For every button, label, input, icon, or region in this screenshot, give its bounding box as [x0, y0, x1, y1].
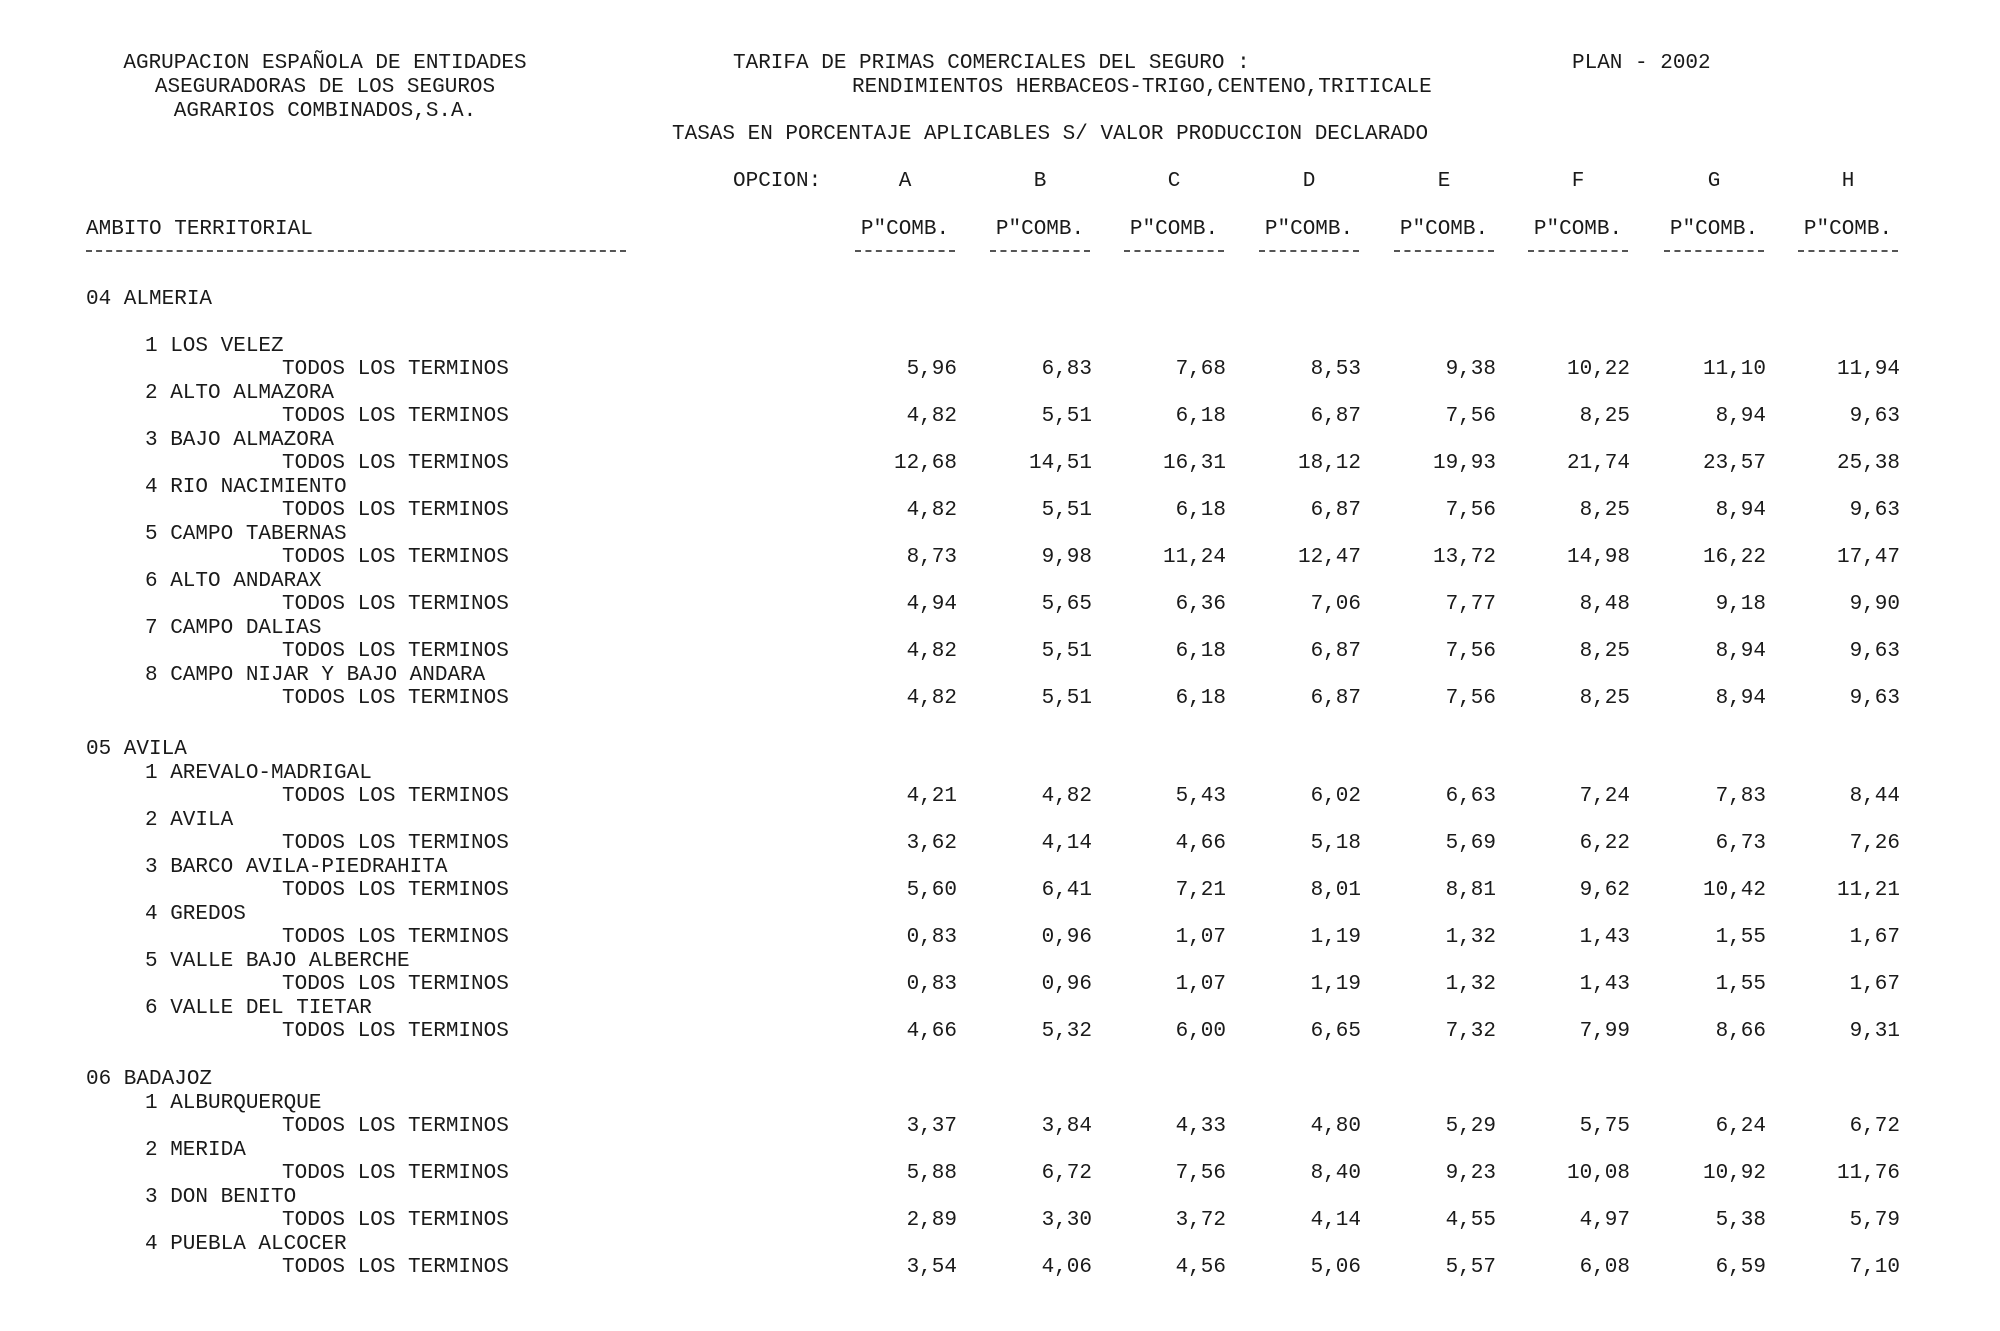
rate-value: 6,36: [1175, 593, 1226, 616]
rate-value: 3,37: [906, 1115, 957, 1138]
region-name: 3 DON BENITO: [145, 1186, 297, 1209]
option-header-h: H: [1841, 170, 1855, 193]
rate-value: 5,29: [1445, 1115, 1496, 1138]
term-label: TODOS LOS TERMINOS: [282, 1020, 509, 1043]
rate-value: 6,87: [1310, 687, 1361, 710]
rate-value: 11,76: [1836, 1162, 1900, 1185]
rate-value: 8,40: [1310, 1162, 1361, 1185]
rate-value: 1,32: [1445, 973, 1496, 996]
rate-value: 4,97: [1579, 1209, 1630, 1232]
rate-value: 6,41: [1041, 879, 1092, 902]
rate-value: 6,18: [1175, 640, 1226, 663]
rates-note: TASAS EN PORCENTAJE APLICABLES S/ VALOR PRODUCCION DECLARADO: [672, 123, 1429, 146]
rate-value: 5,06: [1310, 1256, 1361, 1279]
org-name-line-2: ASEGURADORAS DE LOS SEGUROS: [154, 76, 496, 99]
rate-value: 9,63: [1849, 499, 1900, 522]
region-name: 4 GREDOS: [145, 903, 246, 926]
rate-value: 9,98: [1041, 546, 1092, 569]
region-name: 2 AVILA: [145, 809, 234, 832]
rate-value: 8,25: [1579, 405, 1630, 428]
rate-value: 6,72: [1849, 1115, 1900, 1138]
term-label: TODOS LOS TERMINOS: [282, 879, 509, 902]
rate-value: 8,44: [1849, 785, 1900, 808]
rate-value: 7,56: [1445, 499, 1496, 522]
rate-value: 10,22: [1566, 358, 1630, 381]
rate-value: 9,18: [1715, 593, 1766, 616]
rate-value: 6,72: [1041, 1162, 1092, 1185]
document-title: TARIFA DE PRIMAS COMERCIALES DEL SEGURO :: [733, 52, 1250, 75]
rate-value: 7,56: [1445, 687, 1496, 710]
rate-value: 5,51: [1041, 687, 1092, 710]
rate-value: 5,32: [1041, 1020, 1092, 1043]
rate-value: 10,42: [1702, 879, 1766, 902]
rate-value: 9,63: [1849, 405, 1900, 428]
rate-value: 25,38: [1836, 452, 1900, 475]
rate-value: 2,89: [906, 1209, 957, 1232]
rate-value: 4,82: [906, 640, 957, 663]
region-name: 6 ALTO ANDARAX: [145, 570, 322, 593]
term-label: TODOS LOS TERMINOS: [282, 499, 509, 522]
rate-value: 6,87: [1310, 405, 1361, 428]
rate-value: 8,73: [906, 546, 957, 569]
rate-value: 7,77: [1445, 593, 1496, 616]
rate-value: 8,53: [1310, 358, 1361, 381]
rate-value: 7,21: [1175, 879, 1226, 902]
rate-value: 11,94: [1836, 358, 1900, 381]
term-label: TODOS LOS TERMINOS: [282, 358, 509, 381]
rate-value: 7,26: [1849, 832, 1900, 855]
term-label: TODOS LOS TERMINOS: [282, 546, 509, 569]
rate-value: 7,68: [1175, 358, 1226, 381]
term-label: TODOS LOS TERMINOS: [282, 973, 509, 996]
column-underline: [1124, 250, 1224, 252]
rate-value: 8,81: [1445, 879, 1496, 902]
rate-value: 5,69: [1445, 832, 1496, 855]
rate-value: 8,94: [1715, 499, 1766, 522]
rate-value: 9,23: [1445, 1162, 1496, 1185]
rate-value: 10,08: [1566, 1162, 1630, 1185]
rate-value: 1,19: [1310, 973, 1361, 996]
rate-value: 9,38: [1445, 358, 1496, 381]
rate-value: 8,01: [1310, 879, 1361, 902]
rate-value: 4,82: [1041, 785, 1092, 808]
rate-value: 8,25: [1579, 640, 1630, 663]
rate-value: 1,07: [1175, 973, 1226, 996]
rate-value: 8,66: [1715, 1020, 1766, 1043]
rate-value: 6,18: [1175, 405, 1226, 428]
rate-value: 12,68: [893, 452, 957, 475]
rate-value: 5,60: [906, 879, 957, 902]
pcomb-header: P"COMB.: [995, 218, 1085, 241]
rate-value: 1,43: [1579, 973, 1630, 996]
option-header-c: C: [1167, 170, 1181, 193]
term-label: TODOS LOS TERMINOS: [282, 687, 509, 710]
rate-value: 0,83: [906, 926, 957, 949]
pcomb-header: P"COMB.: [1129, 218, 1219, 241]
rate-value: 7,24: [1579, 785, 1630, 808]
region-name: 5 CAMPO TABERNAS: [145, 523, 347, 546]
rate-value: 5,38: [1715, 1209, 1766, 1232]
column-underline: [855, 250, 955, 252]
rate-value: 9,63: [1849, 687, 1900, 710]
rate-value: 6,00: [1175, 1020, 1226, 1043]
rate-value: 3,84: [1041, 1115, 1092, 1138]
column-underline: [1528, 250, 1628, 252]
rate-value: 17,47: [1836, 546, 1900, 569]
rate-value: 8,48: [1579, 593, 1630, 616]
term-label: TODOS LOS TERMINOS: [282, 1256, 509, 1279]
rate-value: 6,22: [1579, 832, 1630, 855]
rate-value: 0,96: [1041, 973, 1092, 996]
region-name: 4 PUEBLA ALCOCER: [145, 1233, 347, 1256]
plan-label: PLAN - 2002: [1572, 52, 1711, 75]
rate-value: 7,10: [1849, 1256, 1900, 1279]
region-name: 1 AREVALO-MADRIGAL: [145, 762, 372, 785]
rate-value: 3,54: [906, 1256, 957, 1279]
option-header-d: D: [1302, 170, 1316, 193]
rate-value: 6,59: [1715, 1256, 1766, 1279]
rate-value: 4,82: [906, 405, 957, 428]
rate-value: 9,31: [1849, 1020, 1900, 1043]
rate-value: 1,32: [1445, 926, 1496, 949]
rate-value: 6,08: [1579, 1256, 1630, 1279]
rate-value: 1,55: [1715, 926, 1766, 949]
rate-value: 1,67: [1849, 926, 1900, 949]
ambito-underline: [86, 250, 626, 252]
region-name: 6 VALLE DEL TIETAR: [145, 997, 372, 1020]
rate-value: 4,55: [1445, 1209, 1496, 1232]
option-header-f: F: [1571, 170, 1585, 193]
rate-value: 9,63: [1849, 640, 1900, 663]
rate-value: 6,87: [1310, 499, 1361, 522]
rate-value: 5,57: [1445, 1256, 1496, 1279]
rate-value: 6,18: [1175, 687, 1226, 710]
pcomb-header: P"COMB.: [1264, 218, 1354, 241]
term-label: TODOS LOS TERMINOS: [282, 1162, 509, 1185]
rate-value: 1,07: [1175, 926, 1226, 949]
rate-value: 3,62: [906, 832, 957, 855]
rate-value: 6,63: [1445, 785, 1496, 808]
term-label: TODOS LOS TERMINOS: [282, 785, 509, 808]
rate-value: 6,24: [1715, 1115, 1766, 1138]
pcomb-header: P"COMB.: [1533, 218, 1623, 241]
rate-value: 5,65: [1041, 593, 1092, 616]
rate-value: 7,83: [1715, 785, 1766, 808]
rate-value: 0,83: [906, 973, 957, 996]
column-underline: [1259, 250, 1359, 252]
rate-value: 13,72: [1432, 546, 1496, 569]
rate-value: 1,67: [1849, 973, 1900, 996]
rate-value: 10,92: [1702, 1162, 1766, 1185]
rate-value: 5,51: [1041, 499, 1092, 522]
rate-value: 9,62: [1579, 879, 1630, 902]
province-heading: 06 BADAJOZ: [86, 1068, 213, 1091]
region-name: 2 MERIDA: [145, 1139, 246, 1162]
province-heading: 04 ALMERIA: [86, 288, 213, 311]
rate-value: 19,93: [1432, 452, 1496, 475]
rate-value: 23,57: [1702, 452, 1766, 475]
term-label: TODOS LOS TERMINOS: [282, 832, 509, 855]
rate-value: 11,10: [1702, 358, 1766, 381]
rate-value: 8,94: [1715, 687, 1766, 710]
pcomb-header: P"COMB.: [1803, 218, 1893, 241]
rate-value: 5,96: [906, 358, 957, 381]
rate-value: 8,94: [1715, 640, 1766, 663]
rate-value: 4,82: [906, 687, 957, 710]
rate-value: 16,31: [1162, 452, 1226, 475]
rate-value: 6,73: [1715, 832, 1766, 855]
option-header-e: E: [1437, 170, 1451, 193]
column-underline: [990, 250, 1090, 252]
option-header-g: G: [1707, 170, 1721, 193]
rate-value: 6,02: [1310, 785, 1361, 808]
term-label: TODOS LOS TERMINOS: [282, 926, 509, 949]
rate-value: 4,06: [1041, 1256, 1092, 1279]
option-header-a: A: [898, 170, 912, 193]
rate-value: 7,06: [1310, 593, 1361, 616]
rate-value: 4,33: [1175, 1115, 1226, 1138]
pcomb-header: P"COMB.: [1669, 218, 1759, 241]
org-name-line-3: AGRARIOS COMBINADOS,S.A.: [173, 100, 477, 123]
document-subtitle: RENDIMIENTOS HERBACEOS-TRIGO,CENTENO,TRITICALE: [852, 76, 1432, 99]
rate-value: 4,21: [906, 785, 957, 808]
rate-value: 5,18: [1310, 832, 1361, 855]
rate-value: 8,25: [1579, 687, 1630, 710]
rate-value: 1,55: [1715, 973, 1766, 996]
rate-value: 11,24: [1162, 546, 1226, 569]
rate-value: 4,14: [1041, 832, 1092, 855]
region-name: 2 ALTO ALMAZORA: [145, 382, 335, 405]
rate-value: 5,79: [1849, 1209, 1900, 1232]
rate-value: 4,80: [1310, 1115, 1361, 1138]
region-name: 7 CAMPO DALIAS: [145, 617, 322, 640]
column-underline: [1394, 250, 1494, 252]
rate-value: 7,56: [1445, 640, 1496, 663]
term-label: TODOS LOS TERMINOS: [282, 593, 509, 616]
rate-value: 6,65: [1310, 1020, 1361, 1043]
region-name: 8 CAMPO NIJAR Y BAJO ANDARA: [145, 664, 486, 687]
rate-value: 7,99: [1579, 1020, 1630, 1043]
rate-value: 12,47: [1297, 546, 1361, 569]
rate-value: 14,51: [1028, 452, 1092, 475]
term-label: TODOS LOS TERMINOS: [282, 452, 509, 475]
rate-value: 1,43: [1579, 926, 1630, 949]
rate-value: 8,25: [1579, 499, 1630, 522]
rate-value: 4,66: [1175, 832, 1226, 855]
region-name: 1 LOS VELEZ: [145, 335, 284, 358]
term-label: TODOS LOS TERMINOS: [282, 1115, 509, 1138]
province-heading: 05 AVILA: [86, 738, 187, 761]
rate-value: 3,30: [1041, 1209, 1092, 1232]
rate-value: 11,21: [1836, 879, 1900, 902]
column-underline: [1798, 250, 1898, 252]
rate-value: 9,90: [1849, 593, 1900, 616]
region-name: 1 ALBURQUERQUE: [145, 1092, 322, 1115]
rate-value: 18,12: [1297, 452, 1361, 475]
term-label: TODOS LOS TERMINOS: [282, 640, 509, 663]
region-name: 5 VALLE BAJO ALBERCHE: [145, 950, 410, 973]
rate-value: 8,94: [1715, 405, 1766, 428]
pcomb-header: P"COMB.: [860, 218, 950, 241]
option-header-b: B: [1033, 170, 1047, 193]
rate-value: 0,96: [1041, 926, 1092, 949]
region-name: 3 BARCO AVILA-PIEDRAHITA: [145, 856, 448, 879]
rate-value: 5,75: [1579, 1115, 1630, 1138]
term-label: TODOS LOS TERMINOS: [282, 1209, 509, 1232]
pcomb-header: P"COMB.: [1399, 218, 1489, 241]
rate-value: 5,51: [1041, 640, 1092, 663]
column-underline: [1664, 250, 1764, 252]
rate-value: 16,22: [1702, 546, 1766, 569]
rate-value: 4,94: [906, 593, 957, 616]
org-name-line-1: AGRUPACION ESPAÑOLA DE ENTIDADES: [123, 52, 527, 75]
rate-value: 5,43: [1175, 785, 1226, 808]
opcion-label: OPCION:: [733, 170, 822, 193]
rate-value: 14,98: [1566, 546, 1630, 569]
rate-value: 4,14: [1310, 1209, 1361, 1232]
rate-value: 5,88: [906, 1162, 957, 1185]
rate-value: 3,72: [1175, 1209, 1226, 1232]
rate-value: 4,56: [1175, 1256, 1226, 1279]
rate-value: 1,19: [1310, 926, 1361, 949]
rate-value: 7,32: [1445, 1020, 1496, 1043]
rate-value: 4,66: [906, 1020, 957, 1043]
rate-value: 4,82: [906, 499, 957, 522]
rate-value: 7,56: [1175, 1162, 1226, 1185]
ambito-territorial-header: AMBITO TERRITORIAL: [86, 218, 313, 241]
rate-value: 21,74: [1566, 452, 1630, 475]
rate-value: 6,87: [1310, 640, 1361, 663]
rate-value: 6,83: [1041, 358, 1092, 381]
region-name: 3 BAJO ALMAZORA: [145, 429, 335, 452]
rate-value: 6,18: [1175, 499, 1226, 522]
rate-value: 7,56: [1445, 405, 1496, 428]
region-name: 4 RIO NACIMIENTO: [145, 476, 347, 499]
term-label: TODOS LOS TERMINOS: [282, 405, 509, 428]
rate-value: 5,51: [1041, 405, 1092, 428]
